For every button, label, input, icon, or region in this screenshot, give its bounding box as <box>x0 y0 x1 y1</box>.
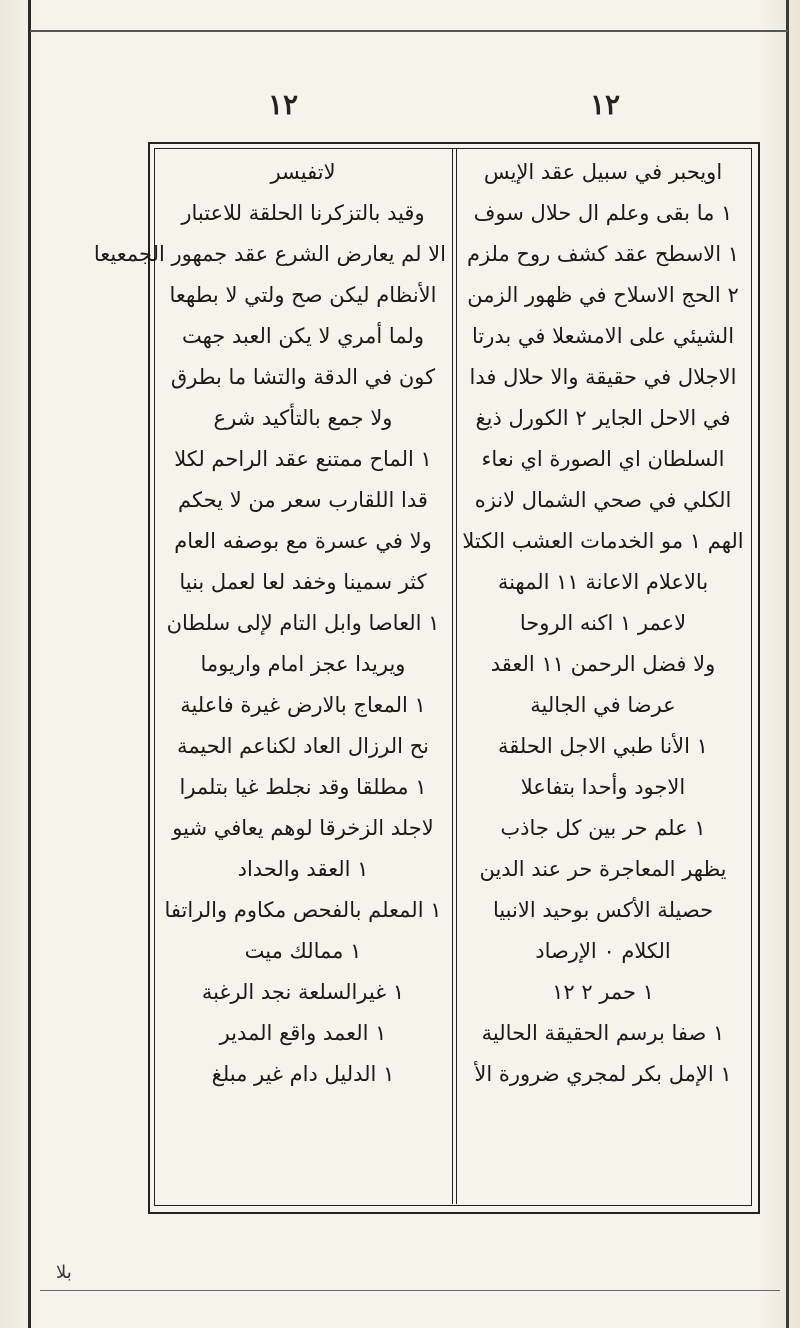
right-text-column <box>462 152 744 1095</box>
column-divider-right <box>456 148 457 1204</box>
text-line: الشيئي على الامشعلا في بدرتا <box>471 324 735 348</box>
text-line: ١ المعلم بالفحص مكاوم والراتفا <box>164 898 442 922</box>
text-line: ولا جمع بالتأكيد شرع <box>213 406 393 430</box>
left-text-column <box>93 152 446 1095</box>
text-line: لاجلد الزخرقا لوهم يعافي شيو <box>172 816 434 840</box>
text-line: في الاحل الجاير ٢ الكورل ذيغ <box>475 406 731 430</box>
text-line: الاجود وأحدا بتفاعلا <box>520 775 686 799</box>
text-line: ١ صفا برسم الحقيقة الحالية <box>481 1021 725 1045</box>
text-line: ١ ما بقى وعلم ال حلال سوف <box>473 201 733 225</box>
text-line: ١ المعاج بالارض غيرة فاعلية <box>180 693 426 717</box>
text-line: ١ الماح ممتنع عقد الراحم لكلا <box>174 447 432 471</box>
text-line: ١ الإمل بكر لمجري ضرورة الأ <box>474 1062 732 1086</box>
text-line: وقيد بالتزكرنا الحلقة للاعتبار <box>181 201 425 225</box>
text-line: بالاعلام الاعانة ١١ المهنة <box>497 570 709 594</box>
text-line: ١ العاصا وابل التام لإلى سلطان <box>166 611 440 635</box>
text-line: ٢ الحج الاسلاح في ظهور الزمن <box>467 283 739 307</box>
binding-edge-right <box>786 0 789 1328</box>
bottom-rule <box>40 1290 780 1291</box>
text-line: كون في الدقة والتشا ما بطرق <box>170 365 436 389</box>
text-line: ١ حمر ٢ ١٢ <box>552 980 654 1004</box>
text-line: ١ العقد والحداد <box>237 857 369 881</box>
text-line: الهم ١ مو الخدمات العشب الكتلا <box>462 529 744 553</box>
text-line: ١ علم حر بين كل جاذب <box>500 816 706 840</box>
text-line: ١ مطلقا وقد نجلط غيا بتلمرا <box>179 775 427 799</box>
text-line: نح الرزال العاد لكناعم الحيمة <box>176 734 430 758</box>
text-line: حصيلة الأكس بوحيد الانبيا <box>492 898 714 922</box>
text-line: لاعمر ١ اكنه الروحا <box>519 611 687 635</box>
text-line: ويريدا عجز امام واريوما <box>200 652 406 676</box>
text-line: ١ الأنا طبي الاجل الحلقة <box>498 734 708 758</box>
text-line: السلطان اي الصورة اي نعاء <box>481 447 725 471</box>
text-line: الكلام ٠ الإرصاد <box>535 939 671 963</box>
text-line: ولما أمري لا يكن العبد جهت <box>182 324 424 348</box>
text-line: كثر سمينا وخفد لعا لعمل بنيا <box>179 570 427 594</box>
text-line: لاتفيسر <box>270 160 336 184</box>
binding-edge-left <box>28 0 31 1328</box>
text-line: يظهر المعاجرة حر عند الدين <box>479 857 727 881</box>
column-divider-left <box>452 148 453 1204</box>
top-rule <box>30 30 788 32</box>
text-line: اويحبر في سبيل عقد الإيس <box>483 160 723 184</box>
text-line: قدا اللقارب سعر من لا يحكم <box>178 488 428 512</box>
text-line: ١ الاسطح عقد كشف روح ملزم <box>466 242 740 266</box>
text-line: الأنظام ليكن صح ولتي لا بطهعا <box>169 283 437 307</box>
text-line: ولا في عسرة مع بوصفه العام <box>174 529 432 553</box>
text-line: الا لم يعارض الشرع عقد جمهور الجمعيعا <box>93 242 446 266</box>
text-line: ١ العمد واقع المدير <box>219 1021 387 1045</box>
text-line: ١ الدليل دام غير مبلغ <box>211 1062 395 1086</box>
margin-note: بلا <box>56 1262 72 1283</box>
text-line: الاجلال في حقيقة والا حلال فدا <box>469 365 737 389</box>
text-line: ولا فضل الرحمن ١١ العقد <box>490 652 716 676</box>
text-line: الكلي في صحي الشمال لانزه <box>474 488 732 512</box>
left-column-number: ١٢ <box>268 88 299 121</box>
text-line: عرضا في الجالية <box>530 693 676 717</box>
right-column-number: ١٢ <box>590 88 621 121</box>
text-line: ١ ممالك ميت <box>244 939 362 963</box>
text-line: ١ غيرالسلعة نجد الرغبة <box>201 980 405 1004</box>
